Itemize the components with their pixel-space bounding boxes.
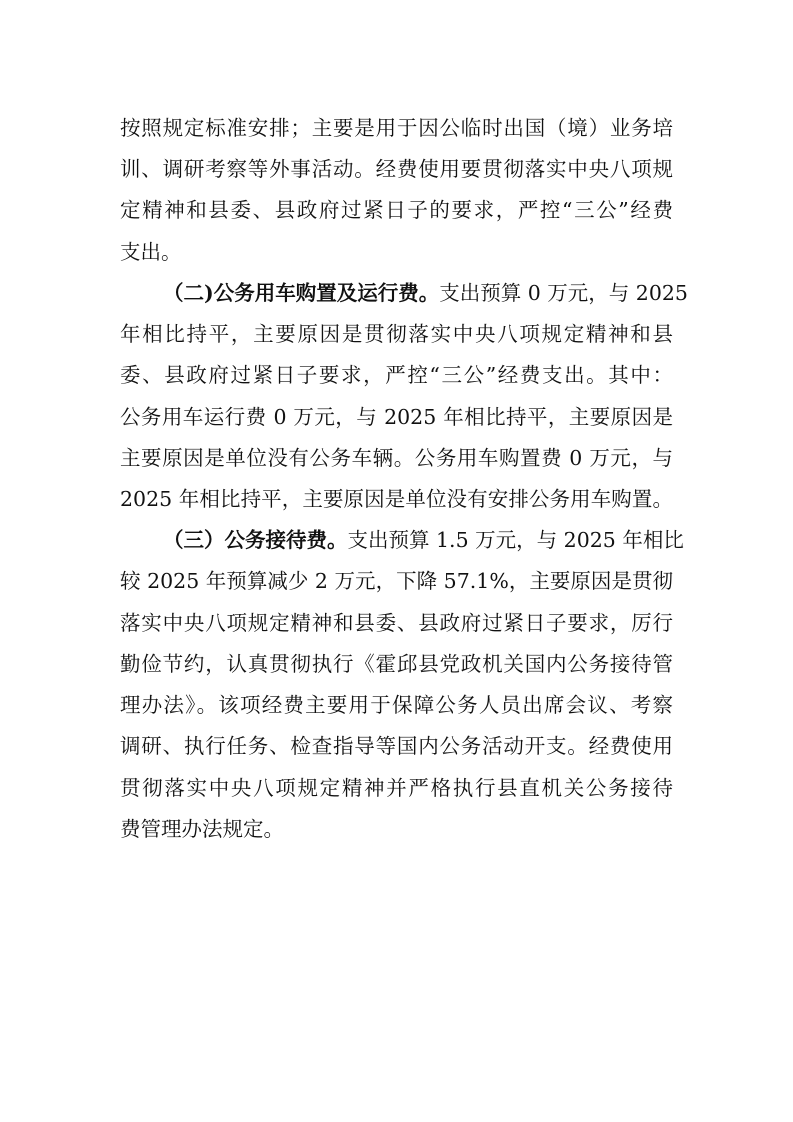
paragraph-3-line-2: 较 2025 年预算减少 2 万元，下降 57.1%，主要原因是贯彻 — [120, 569, 673, 593]
section-heading-vehicle: （二)公务用车购置及运行费。 — [163, 281, 440, 305]
paragraph-2-line-4: 公务用车运行费 0 万元，与 2025 年相比持平，主要原因是 — [120, 405, 673, 429]
paragraph-3-line-8: 费管理办法规定。 — [120, 817, 284, 841]
paragraph-3-line-7: 贯彻落实中央八项规定精神并严格执行县直机关公务接待 — [120, 776, 673, 800]
paragraph-3-line-4: 勤俭节约，认真贯彻执行《霍邱县党政机关国内公务接待管 — [120, 652, 673, 676]
paragraph-1-line-2: 训、调研考察等外事活动。经费使用要贯彻落实中央八项规 — [120, 157, 673, 181]
paragraph-2-line-5: 主要原因是单位没有公务车辆。公务用车购置费 0 万元，与 — [120, 446, 673, 470]
paragraph-3-line-3: 落实中央八项规定精神和县委、县政府过紧日子要求，厉行 — [120, 611, 673, 635]
paragraph-3-line-1-text: 支出预算 1.5 万元，与 2025 年相比 — [347, 528, 684, 552]
section-heading-reception: （三）公务接待费。 — [163, 528, 348, 552]
paragraph-2-line-1 — [163, 276, 688, 310]
paragraph-3-line-5: 理办法》。该项经费主要用于保障公务人员出席会议、考察 — [120, 693, 673, 717]
paragraph-2-line-2: 年相比持平，主要原因是贯彻落实中央八项规定精神和县 — [120, 322, 673, 346]
paragraph-2-line-3: 委、县政府过紧日子要求，严控“三公”经费支出。其中： — [120, 363, 673, 387]
paragraph-3-line-1 — [163, 523, 684, 557]
paragraph-2-line-6: 2025 年相比持平，主要原因是单位没有安排公务用车购置。 — [120, 487, 673, 511]
paragraph-1-line-4: 支出。 — [120, 240, 182, 264]
paragraph-1-line-1: 按照规定标准安排；主要是用于因公临时出国（境）业务培 — [120, 116, 673, 140]
paragraph-1-line-3: 定精神和县委、县政府过紧日子的要求，严控“三公”经费 — [120, 198, 673, 222]
paragraph-3-line-6: 调研、执行任务、检查指导等国内公务活动开支。经费使用 — [120, 734, 673, 758]
paragraph-2-line-1-text: 支出预算 0 万元，与 2025 — [439, 281, 688, 305]
